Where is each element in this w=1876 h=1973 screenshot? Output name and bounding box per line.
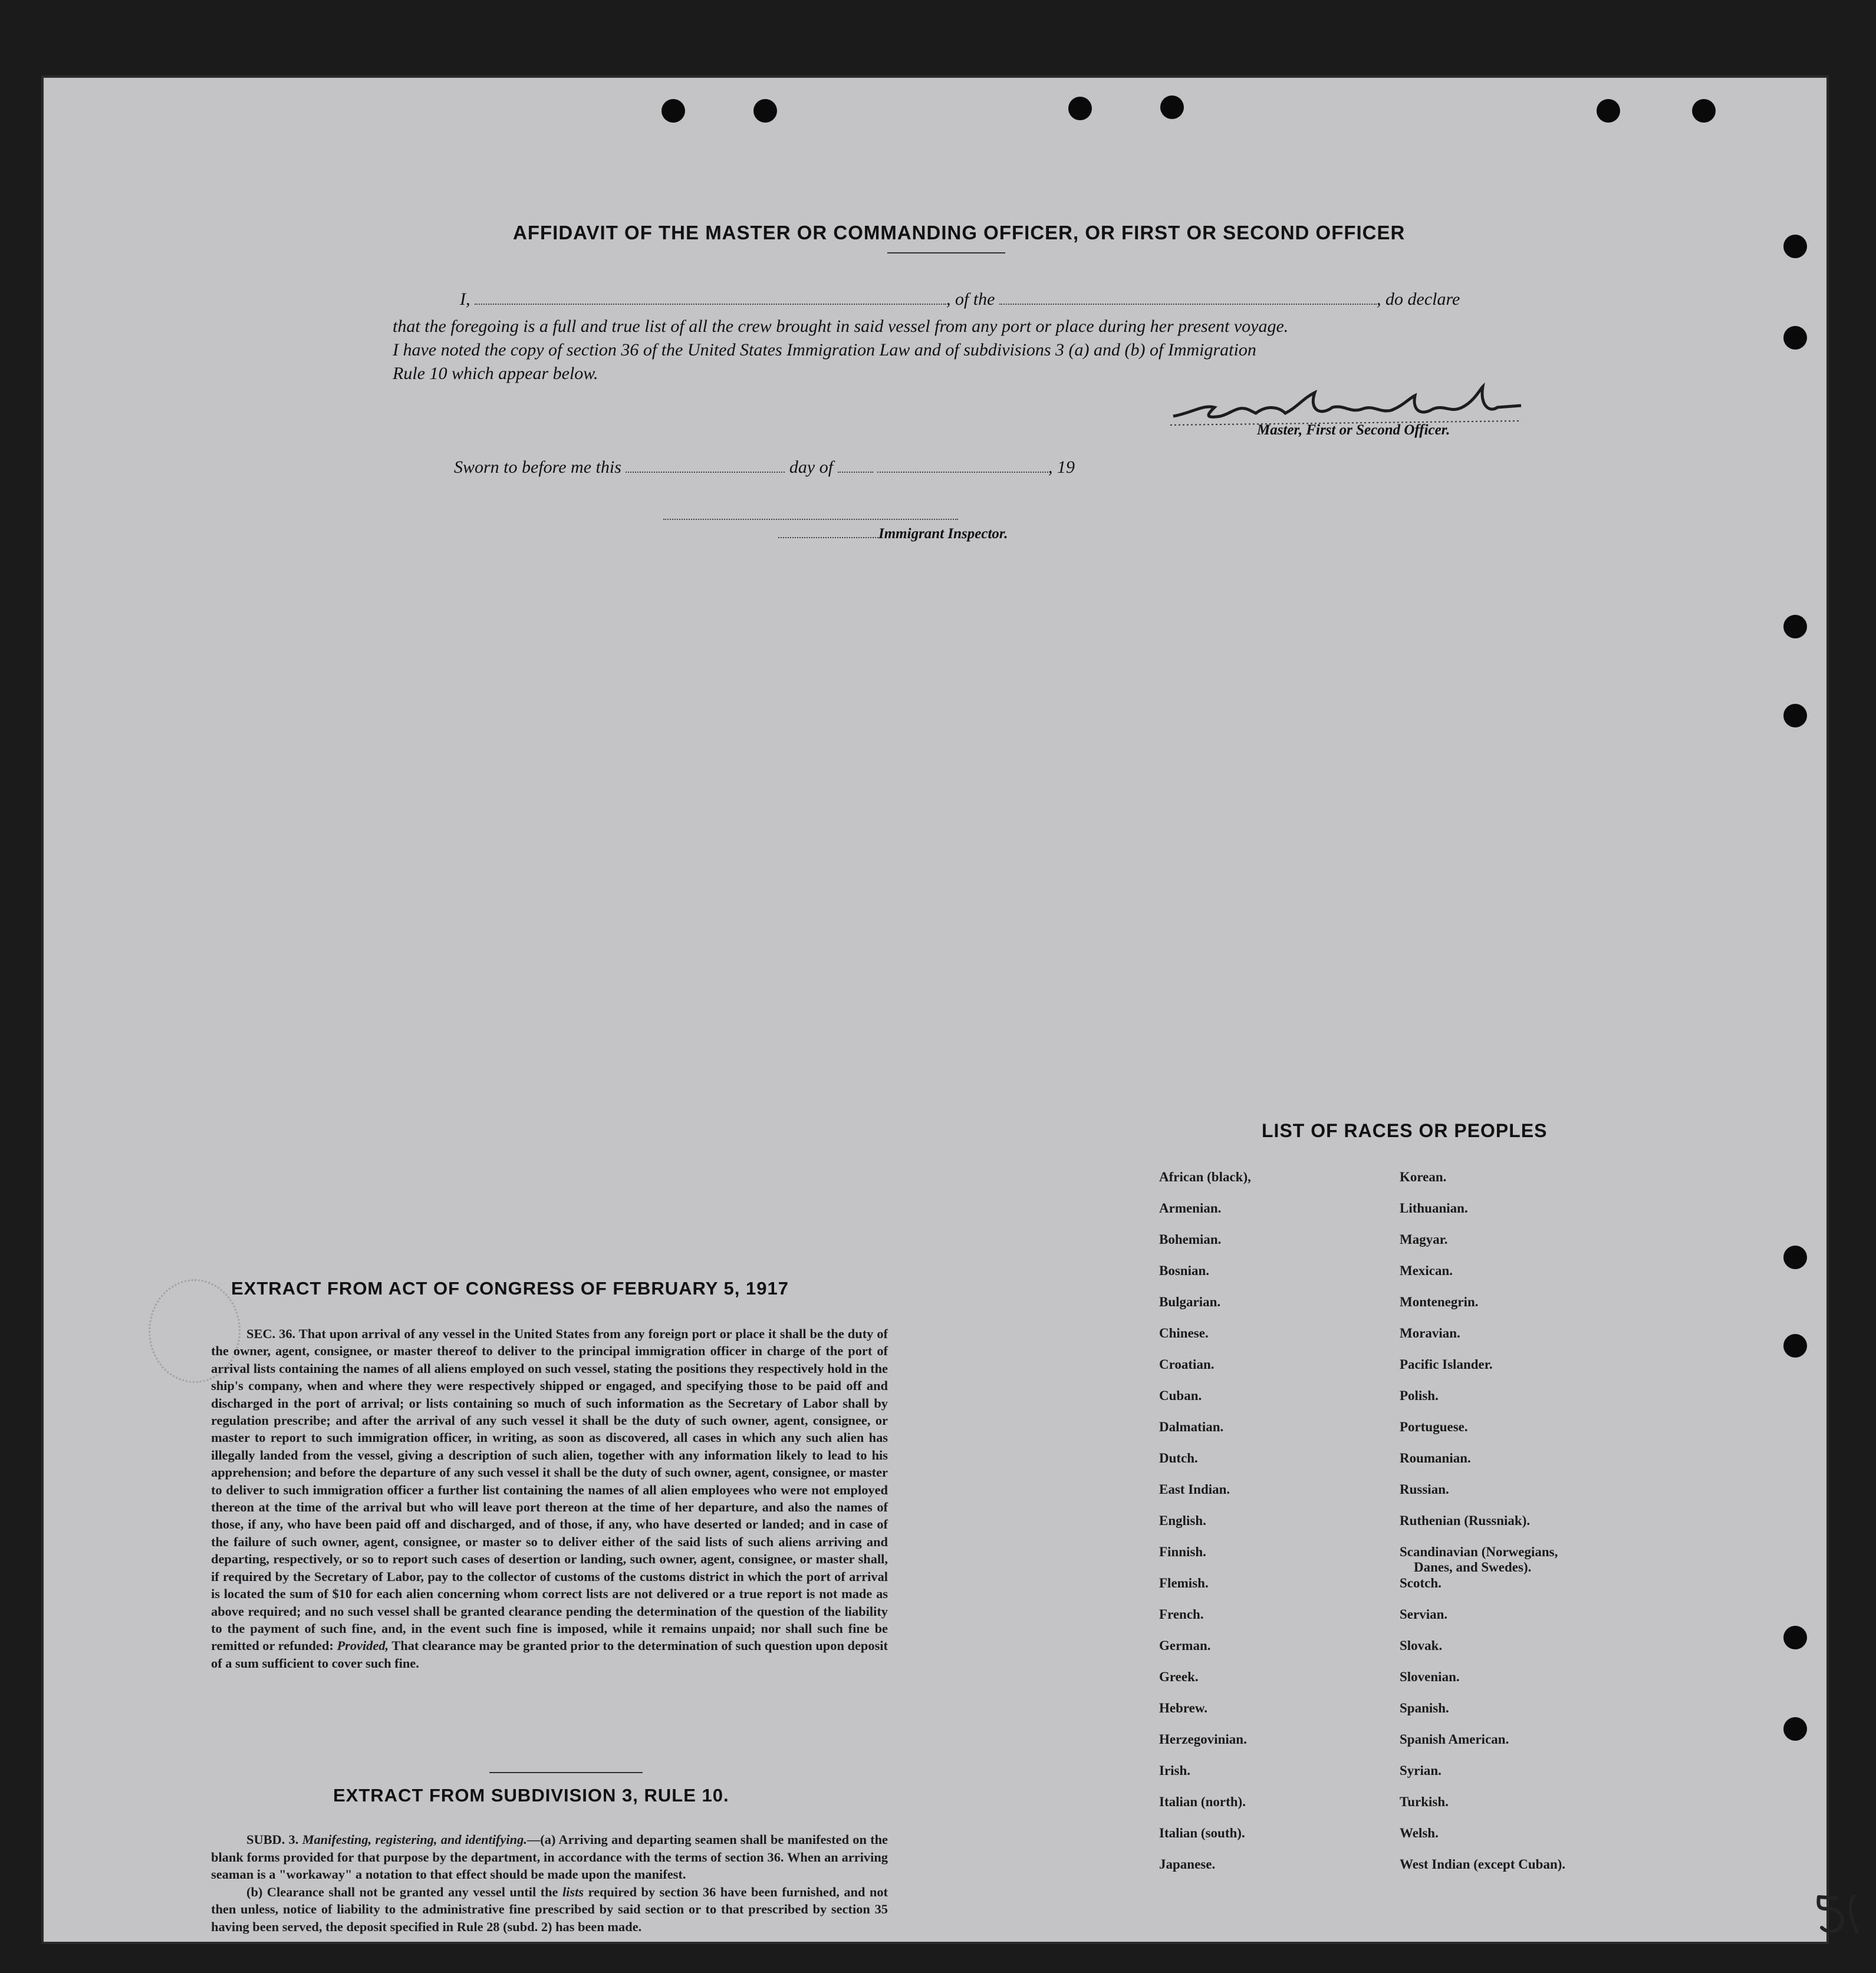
declare-label: , do declare — [1377, 289, 1460, 309]
document-page — [41, 75, 1829, 1944]
punch-hole-icon — [1068, 97, 1092, 120]
race-item: Portuguese. — [1400, 1419, 1468, 1434]
day-of-label: day of — [789, 457, 834, 477]
subdivision-a — [211, 1831, 888, 1883]
race-item: Japanese. — [1159, 1857, 1216, 1872]
race-item: Korean. — [1400, 1170, 1447, 1184]
race-item: German. — [1159, 1638, 1211, 1653]
punch-hole-icon — [1783, 235, 1807, 258]
punch-hole-icon — [1597, 99, 1620, 123]
inspector-signature-field[interactable] — [663, 518, 958, 520]
declarant-name-field[interactable] — [475, 291, 946, 305]
inspector-caption: Immigrant Inspector. — [778, 526, 1008, 542]
race-item: Scotch. — [1400, 1576, 1441, 1590]
punch-hole-icon — [1783, 1334, 1807, 1358]
sworn-day-field[interactable] — [626, 459, 785, 473]
race-item: Montenegrin. — [1400, 1295, 1479, 1309]
sworn-label: Sworn to before me this — [454, 457, 621, 477]
section-36-provided: Provided, — [337, 1638, 389, 1654]
race-item: Spanish American. — [1400, 1732, 1509, 1747]
punch-hole-icon — [1160, 95, 1184, 119]
punch-hole-icon — [1783, 1717, 1807, 1741]
race-item: Flemish. — [1159, 1576, 1209, 1590]
punch-hole-icon — [1783, 1626, 1807, 1649]
punch-hole-icon — [753, 99, 777, 123]
race-item: West Indian (except Cuban). — [1400, 1857, 1566, 1872]
race-item: Lithuanian. — [1400, 1201, 1468, 1216]
race-item: Servian. — [1400, 1607, 1448, 1622]
section-36-tail: That clearance may be granted prior to the determination of such question upon deposit of a sum sufficient to cover such fine. — [211, 1638, 888, 1671]
race-item: Slovak. — [1400, 1638, 1443, 1653]
section-36-text — [211, 1325, 888, 1672]
affidavit-body-line: that the foregoing is a full and true list of all the crew brought in said vessel from any port or place during her present voyage. — [393, 317, 1289, 336]
subdivision-text — [211, 1831, 888, 1935]
race-item: Syrian. — [1400, 1763, 1441, 1778]
race-item: Moravian. — [1400, 1326, 1460, 1340]
race-item: Hebrew. — [1159, 1701, 1207, 1715]
affidavit-body-line: I have noted the copy of section 36 of the United States Immigration Law and of subdivisions 3 (a) and (b) of Immigration — [393, 340, 1256, 360]
sworn-month-field[interactable] — [838, 459, 873, 473]
affidavit-body — [393, 315, 1560, 386]
race-item: Scandinavian (Norwegians, — [1400, 1544, 1558, 1559]
punch-hole-icon — [1783, 704, 1807, 727]
race-item: Dutch. — [1159, 1451, 1198, 1465]
punch-hole-icon — [1783, 326, 1807, 350]
race-item: French. — [1159, 1607, 1204, 1622]
race-item: African (black), — [1159, 1170, 1251, 1184]
punch-hole-icon — [1783, 1246, 1807, 1269]
punch-hole-icon — [661, 99, 685, 123]
extract-title: EXTRACT FROM ACT OF CONGRESS OF FEBRUARY 5, 1917 — [231, 1278, 789, 1299]
race-item: Italian (south). — [1159, 1826, 1245, 1840]
race-item: Slovenian. — [1400, 1669, 1460, 1684]
race-item: East Indian. — [1159, 1482, 1230, 1497]
affidavit-body-line: Rule 10 which appear below. — [393, 364, 598, 383]
race-item: Ruthenian (Russniak). — [1400, 1513, 1531, 1528]
race-item: Spanish. — [1400, 1701, 1449, 1715]
race-item: Armenian. — [1159, 1201, 1222, 1216]
subdivision-title: EXTRACT FROM SUBDIVISION 3, RULE 10. — [333, 1785, 729, 1806]
race-item: Irish. — [1159, 1763, 1191, 1778]
affidavit-title: AFFIDAVIT OF THE MASTER OR COMMANDING OFFICER, OR FIRST OR SECOND OFFICER — [513, 222, 1406, 243]
race-item: Bohemian. — [1159, 1232, 1222, 1247]
race-item: Russian. — [1400, 1482, 1449, 1497]
subdivision-heading: Manifesting, registering, and identifying. — [302, 1832, 527, 1847]
races-title: LIST OF RACES OR PEOPLES — [1262, 1120, 1548, 1141]
vessel-label: , of the — [946, 289, 995, 309]
race-item: Bulgarian. — [1159, 1295, 1221, 1309]
section-36-body: That upon arrival of any vessel in the United States from any foreign port or place it shall be the duty of the owner, agent, consignee, or master thereof to deliver to the principal immigration officer in charge of the port of arrival lists containing the names of all aliens employed on such vessel, stating the positions they respectively hold in the ship's company, when and where they were respectively shipped or engaged, and specifying those to be paid off and discharged in the port of arrival; or lists containing so much of such information as the Secretary of Labor shall by regulation prescribe; and after the arrival of any such vessel it shall be the duty of such owner, agent, consignee, or master to report to such immigration officer, in writing, as soon as discovered, all cases in which any such alien has illegally landed from the vessel, giving a description of such alien, together with any information likely to lead to his apprehension; and before the departure of any such vessel it shall be the duty of such owner, agent, consignee, or master to deliver to such immigration officer a further list containing the names of all alien employees who were not employed thereon at the time of the arrival but who will leave port thereon at the time of her departure, and also the names of those, if any, who have been paid off and discharged, and of those, if any, who have deserted or landed; and in case of the failure of such owner, agent, consignee, or master so to deliver either of the said lists of such aliens arriving and departing, respectively, or so to report such cases of desertion or landing, such owner, agent, consignee, or master shall, if required by the Secretary of Labor, pay to the collector of customs of the customs district in which the port of arrival is located the sum of $10 for each alien concerning whom correct lists are not delivered or a true report is not made as above required; and no such vessel shall be granted clearance pending the determination of the question of the liability to the payment of such fine, and, in the event such fine is imposed, while it remains unpaid; nor shall such fine be remitted or refunded: — [211, 1326, 888, 1654]
race-item: Chinese. — [1159, 1326, 1209, 1340]
race-item: Cuban. — [1159, 1388, 1202, 1403]
punch-hole-icon — [1692, 99, 1716, 123]
race-item: Welsh. — [1400, 1826, 1439, 1840]
punch-hole-icon — [1783, 615, 1807, 638]
sworn-line — [454, 457, 1075, 477]
race-item: Bosnian. — [1159, 1263, 1210, 1278]
race-item: Roumanian. — [1400, 1451, 1471, 1465]
race-item: Pacific Islander. — [1400, 1357, 1493, 1372]
sworn-month-field-2[interactable] — [877, 459, 1048, 473]
subdivision-a-body: —(a) Arriving and departing seamen shall be manifested on the blank forms provided for that purpose by the department, in accordance with the terms of section 36. When an arriving seaman is a "workaway" a notation to that effect should be made upon the manifest. — [211, 1832, 888, 1882]
race-item: Greek. — [1159, 1669, 1199, 1684]
race-item: Italian (north). — [1159, 1794, 1246, 1809]
year-label: , 19 — [1048, 457, 1075, 477]
page-number-icon — [1813, 1891, 1866, 1938]
race-item: Croatian. — [1159, 1357, 1215, 1372]
race-item: Danes, and Swedes). — [1414, 1560, 1532, 1575]
race-item: Mexican. — [1400, 1263, 1453, 1278]
signature-caption: Master, First or Second Officer. — [1257, 422, 1450, 438]
race-item: Polish. — [1400, 1388, 1439, 1403]
section-36-prefix: SEC. 36. — [246, 1326, 296, 1341]
vessel-name-field[interactable] — [999, 291, 1377, 305]
race-item: Herzegovinian. — [1159, 1732, 1247, 1747]
race-item: Dalmatian. — [1159, 1419, 1224, 1434]
declarant-label: I, — [460, 289, 470, 309]
race-item: English. — [1159, 1513, 1206, 1528]
race-item: Magyar. — [1400, 1232, 1448, 1247]
race-item: Finnish. — [1159, 1544, 1206, 1559]
subdivision-b: (b) Clearance shall not be granted any vessel until the lists required by section 36 have been furnished, and not then unless, notice of liability to the administrative fine prescribed by said section or to that prescribed by section 35 having been served, the deposit specified in Rule 28 (subd. 2) has been made. — [211, 1884, 888, 1934]
race-item: Turkish. — [1400, 1794, 1449, 1809]
subdivision-prefix: SUBD. 3. — [246, 1832, 299, 1847]
